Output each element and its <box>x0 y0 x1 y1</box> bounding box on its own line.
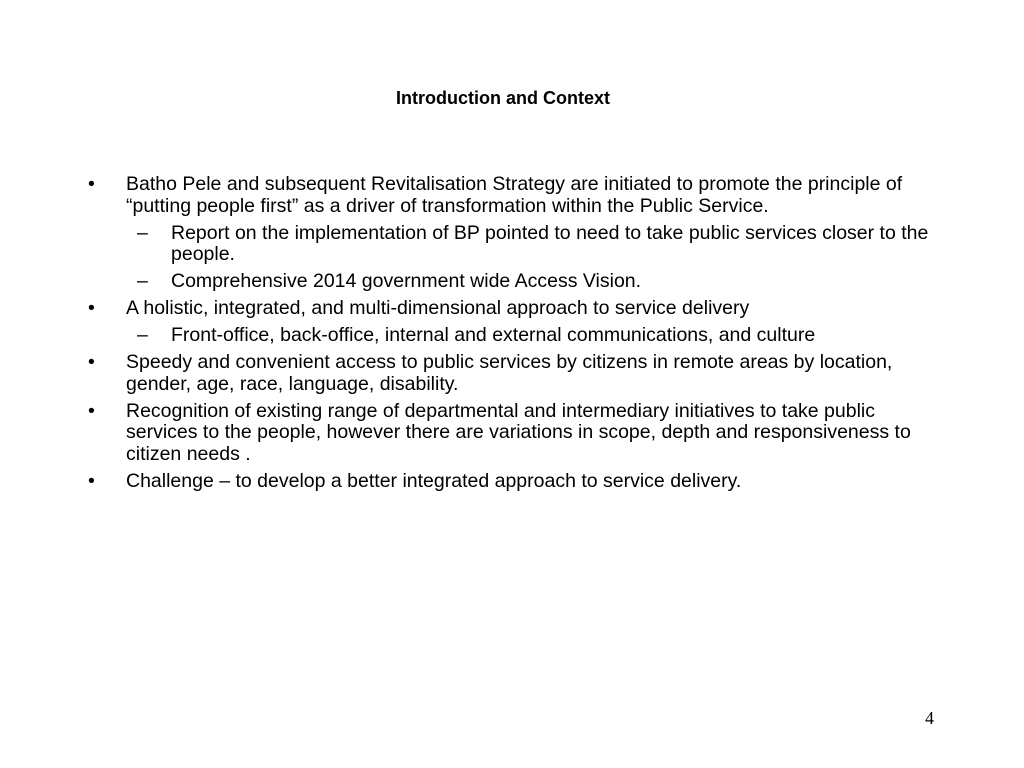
bullet-icon: • <box>88 469 95 492</box>
bullet-text: Challenge – to develop a better integrated approach to service delivery. <box>126 469 742 492</box>
dash-icon: – <box>137 270 148 292</box>
bullet-icon: • <box>88 297 95 319</box>
sub-bullet-text: Comprehensive 2014 government wide Access Vision. <box>171 270 642 292</box>
dash-icon: – <box>137 221 148 244</box>
bullet-icon: • <box>88 173 95 195</box>
bullet-item <box>88 352 948 395</box>
sub-bullet-item <box>88 325 948 347</box>
sub-bullet-item <box>88 271 948 293</box>
dash-icon: – <box>137 324 148 346</box>
bullet-text: Recognition of existing range of departmental and intermediary initiatives to take public services to the people, however there are variations in scope, depth and responsiveness to citizen needs . <box>126 399 911 465</box>
bullet-item <box>88 298 948 320</box>
bullet-icon: • <box>88 399 95 422</box>
bullet-list <box>88 174 948 498</box>
sub-bullet-item <box>88 223 948 266</box>
sub-bullet-text: Report on the implementation of BP pointed to need to take public services closer to the people. <box>171 221 929 265</box>
bullet-text: A holistic, integrated, and multi-dimensional approach to service delivery <box>126 297 750 319</box>
bullet-item <box>88 471 948 493</box>
page-number: 4 <box>925 708 934 728</box>
bullet-item <box>88 401 948 466</box>
bullet-text: Speedy and convenient access to public services by citizens in remote areas by location, gender, age, race, language, disability. <box>126 351 893 395</box>
bullet-item <box>88 174 948 217</box>
slide-title: Introduction and Context <box>396 88 610 108</box>
sub-bullet-text: Front-office, back-office, internal and external communications, and culture <box>171 324 816 346</box>
bullet-text: Batho Pele and subsequent Revitalisation Strategy are initiated to promote the principle of “putting people first” as a driver of transformation within the Public Service. <box>126 173 903 217</box>
bullet-icon: • <box>88 351 95 373</box>
